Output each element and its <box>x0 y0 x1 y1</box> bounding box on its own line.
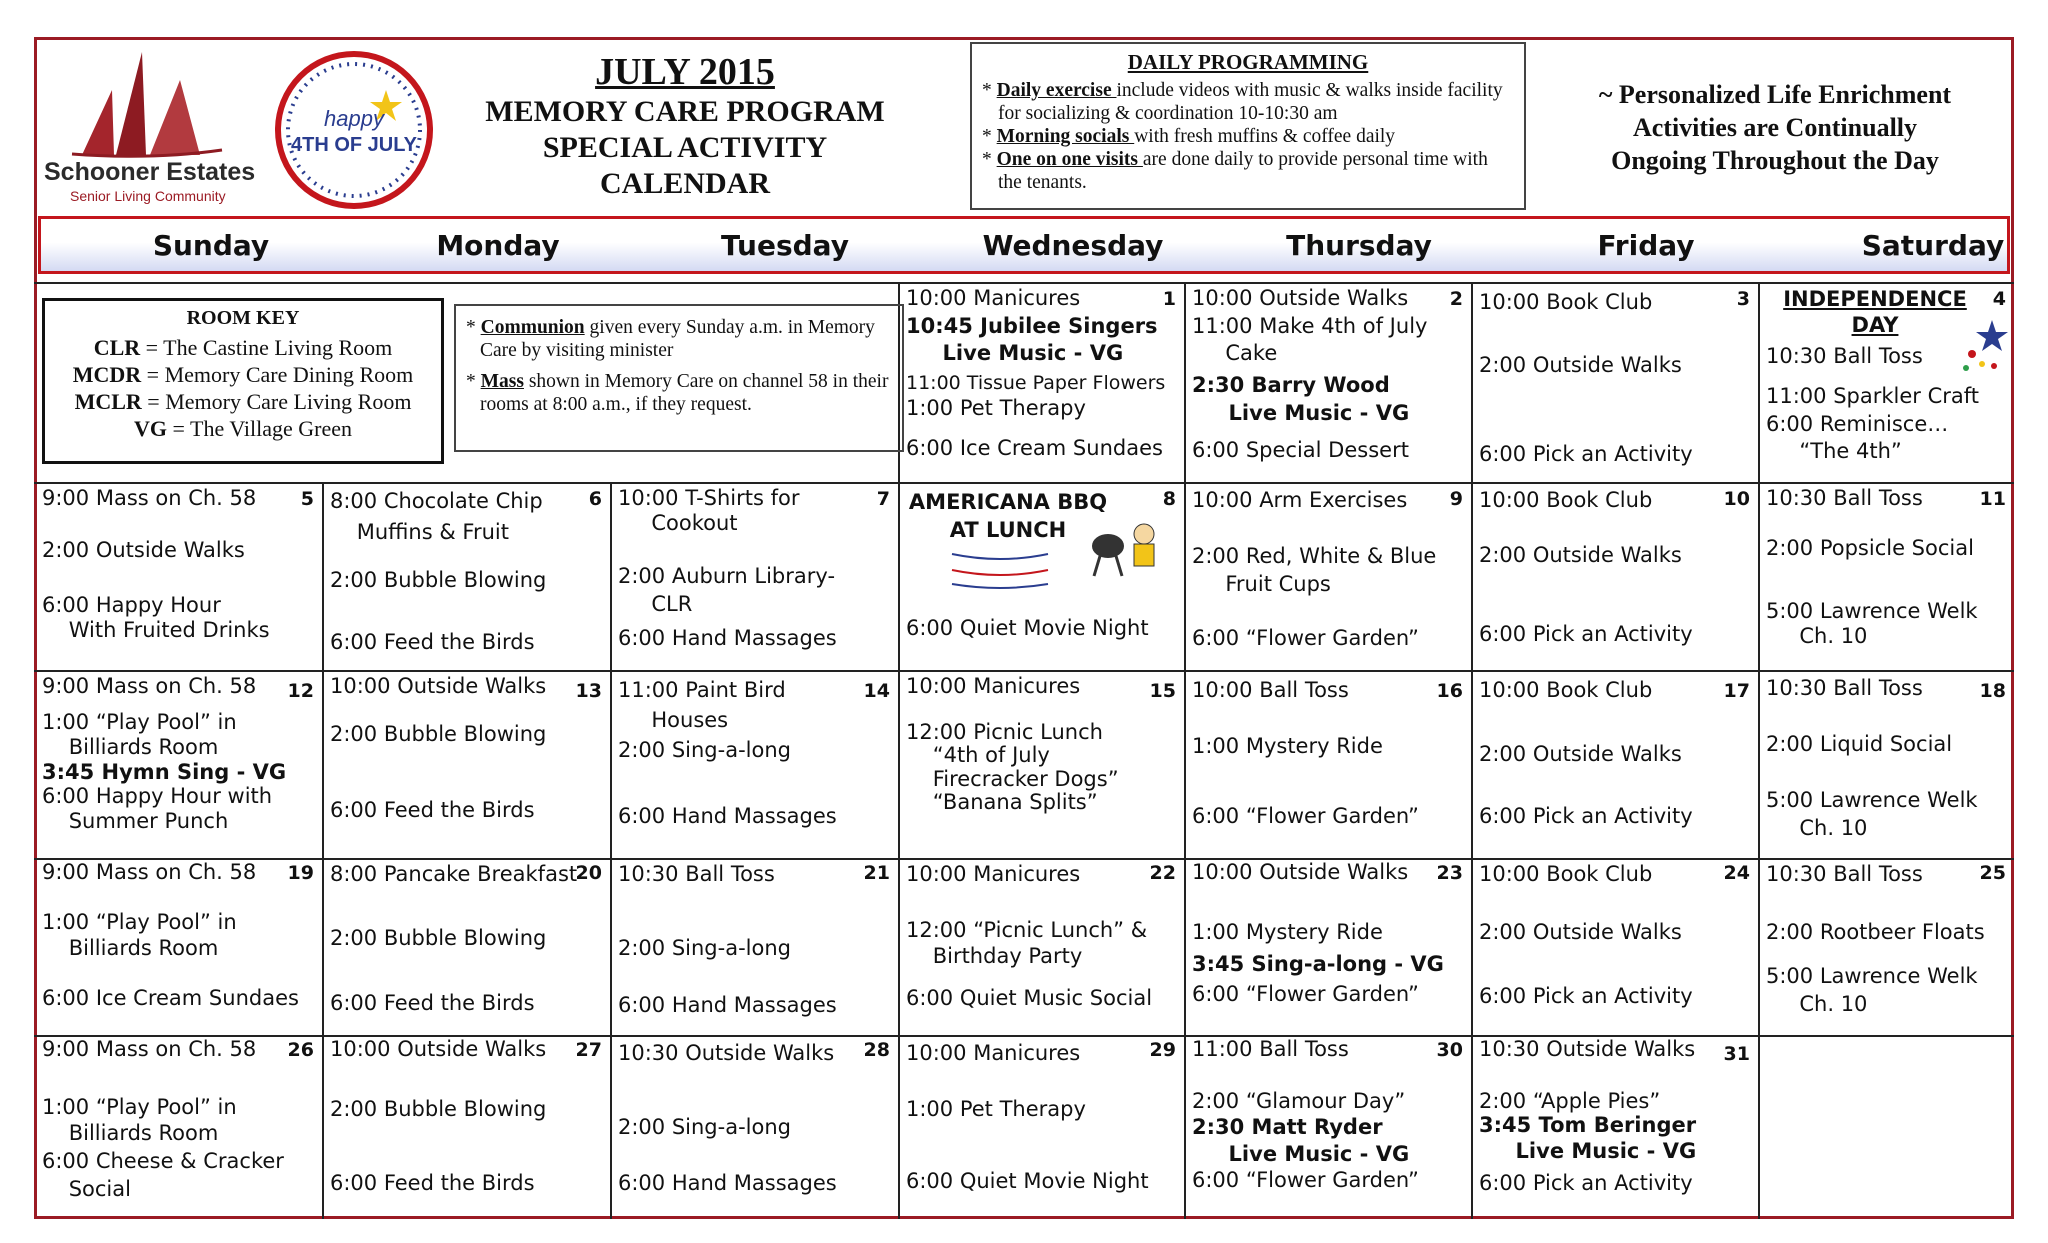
day-number: 15 <box>1149 680 1176 702</box>
event: Houses <box>618 708 729 732</box>
day-cell <box>610 482 898 670</box>
event: Fruit Cups <box>1192 572 1331 596</box>
event: 10:00 Book Club <box>1479 678 1653 702</box>
event: 6:00 Special Dessert <box>1192 438 1409 462</box>
calendar-grid <box>34 282 2014 1219</box>
event: 6:00 Feed the Birds <box>330 991 535 1015</box>
event: 10:00 Book Club <box>1479 862 1653 886</box>
event: Social <box>42 1177 131 1201</box>
event: 9:00 Mass on Ch. 58 <box>42 860 257 884</box>
event: Firecracker Dogs” <box>906 767 1119 791</box>
event: 6:00 Happy Hour <box>42 593 221 617</box>
empty-day-cell <box>1758 1035 2014 1219</box>
event: 6:00 Feed the Birds <box>330 798 535 822</box>
event: Ch. 10 <box>1766 624 1868 648</box>
event: Ch. 10 <box>1766 992 1868 1016</box>
logo-subtitle: Senior Living Community <box>70 188 226 204</box>
event: Live Music - VG <box>1192 401 1410 425</box>
event: 2:00 “Apple Pies” <box>1479 1089 1661 1113</box>
day-wednesday: Wednesday <box>982 229 1164 262</box>
day-cell <box>1758 858 2014 1035</box>
daily-programming-box <box>970 42 1526 210</box>
day-monday: Monday <box>436 229 560 262</box>
day-number: 18 <box>1979 680 2006 702</box>
event: 1:00 Mystery Ride <box>1192 734 1383 758</box>
bunting-icon <box>950 546 1050 590</box>
day-number: 9 <box>1449 488 1463 510</box>
day-number: 13 <box>575 680 602 702</box>
room-key-box <box>42 298 444 464</box>
event: 3:45 Tom Beringer <box>1479 1113 1697 1137</box>
day-cell <box>610 670 898 858</box>
notes-box <box>454 304 904 452</box>
day-number: 26 <box>287 1039 314 1061</box>
day-number: 11 <box>1979 488 2006 510</box>
day-number: 31 <box>1723 1043 1750 1065</box>
event: 6:00 “Flower Garden” <box>1192 804 1419 828</box>
event: 12:00 “Picnic Lunch” & <box>906 918 1148 942</box>
event: 2:00 Outside Walks <box>1479 742 1682 766</box>
day-cell <box>1184 858 1471 1035</box>
day-number: 8 <box>1162 488 1176 510</box>
day-number: 1 <box>1162 288 1176 310</box>
day-number: 19 <box>287 862 314 884</box>
note-communion: * Communion given every Sunday a.m. in Memory Care by visiting minister <box>466 317 875 361</box>
event: 11:00 Paint Bird <box>618 678 786 702</box>
day-cell <box>610 858 898 1035</box>
event: 2:00 Popsicle Social <box>1766 536 1974 560</box>
event: “4th of July <box>906 743 1050 767</box>
day-number: 21 <box>863 862 890 884</box>
event: 5:00 Lawrence Welk <box>1766 964 1978 988</box>
day-number: 29 <box>1149 1039 1176 1061</box>
day-cell <box>898 858 1184 1035</box>
event: 10:00 Book Club <box>1479 488 1653 512</box>
event: 6:00 Pick an Activity <box>1479 622 1693 646</box>
day-friday: Friday <box>1597 229 1695 262</box>
event: 10:00 Ball Toss <box>1192 678 1349 702</box>
day-cell <box>898 482 1184 670</box>
day-cell <box>1758 670 2014 858</box>
event: 2:00 Outside Walks <box>42 538 245 562</box>
badge-4th: 4TH OF JULY <box>291 134 417 156</box>
event: Billiards Room <box>42 1121 219 1145</box>
day-number: 16 <box>1436 680 1463 702</box>
event: 12:00 Picnic Lunch <box>906 720 1103 744</box>
day-cell <box>1758 282 2014 482</box>
event: 6:00 Ice Cream Sundaes <box>42 986 299 1010</box>
room-key-entry: MCLR = Memory Care Living Room <box>74 389 412 414</box>
event: 11:00 Ball Toss <box>1192 1037 1349 1061</box>
day-saturday: Saturday <box>1861 229 2005 262</box>
event: 2:30 Barry Wood <box>1192 373 1390 397</box>
event: 3:45 Hymn Sing - VG <box>42 760 287 784</box>
badge-happy: happy <box>324 106 384 131</box>
independence-day-title: INDEPENDENCE DAY <box>1783 287 1967 337</box>
bbq-title: AMERICANA BBQ AT LUNCH <box>908 490 1108 542</box>
day-cell <box>322 1035 610 1219</box>
event: 6:00 Pick an Activity <box>1479 984 1693 1008</box>
day-cell <box>34 482 322 670</box>
day-cell <box>1471 282 1758 482</box>
title-line-2: SPECIAL ACTIVITY <box>542 131 828 164</box>
event: 1:00 “Play Pool” in <box>42 910 237 934</box>
event: 10:00 Outside Walks <box>330 1037 547 1061</box>
day-cell <box>898 1035 1184 1219</box>
event: 10:30 Ball Toss <box>1766 344 1923 368</box>
event: 6:00 Pick an Activity <box>1479 1171 1693 1195</box>
event: 6:00 Quiet Movie Night <box>906 616 1149 640</box>
day-cell <box>34 670 322 858</box>
grill-chef-icon <box>1086 516 1166 578</box>
event: 6:00 “Flower Garden” <box>1192 982 1419 1006</box>
event: Cake <box>1192 341 1278 365</box>
room-key-entry: MCDR = Memory Care Dining Room <box>72 362 414 387</box>
event: Live Music - VG <box>906 341 1124 365</box>
day-tuesday: Tuesday <box>721 229 849 262</box>
event: 10:30 Ball Toss <box>618 862 775 886</box>
event: 10:00 Manicures <box>906 286 1081 310</box>
event: 10:00 Outside Walks <box>1192 286 1409 310</box>
room-key-entry: VG = The Village Green <box>134 416 352 441</box>
event: 2:00 Outside Walks <box>1479 353 1682 377</box>
title-line-3: CALENDAR <box>599 167 770 200</box>
event: 10:00 Arm Exercises <box>1192 488 1408 512</box>
day-number: 25 <box>1979 862 2006 884</box>
day-number: 28 <box>863 1039 890 1061</box>
day-number: 3 <box>1736 288 1750 310</box>
event: 10:30 Ball Toss <box>1766 862 1923 886</box>
day-cell <box>1471 482 1758 670</box>
event: Billiards Room <box>42 936 219 960</box>
event: 2:00 Liquid Social <box>1766 732 1953 756</box>
day-cell <box>1184 1035 1471 1219</box>
event: 6:00 Ice Cream Sundaes <box>906 436 1163 460</box>
event: 8:00 Pancake Breakfast <box>330 862 578 886</box>
daily-item: * Daily exercise include videos with music & walks inside facility for socializing & coordination 10-10:30 am <box>982 80 1503 124</box>
logo-name: Schooner Estates <box>44 158 256 186</box>
event: 1:00 Pet Therapy <box>906 396 1086 420</box>
event: 6:00 Feed the Birds <box>330 1171 535 1195</box>
event: 10:00 Outside Walks <box>1192 860 1409 884</box>
event: 10:45 Jubilee Singers <box>906 314 1158 338</box>
day-cell <box>322 482 610 670</box>
event: 2:00 Bubble Blowing <box>330 926 547 950</box>
event: 11:00 Make 4th of July <box>1192 314 1428 338</box>
event: 11:00 Sparkler Craft <box>1766 384 1980 408</box>
day-thursday: Thursday <box>1286 229 1432 262</box>
event: Ch. 10 <box>1766 816 1868 840</box>
event: 6:00 Quiet Music Social <box>906 986 1153 1010</box>
day-cell <box>1471 670 1758 858</box>
event: 10:30 Ball Toss <box>1766 486 1923 510</box>
day-sunday: Sunday <box>152 229 270 262</box>
daily-item: * One on one visits are done daily to provide personal time with the tenants. <box>982 149 1488 193</box>
day-number: 22 <box>1149 862 1176 884</box>
event: Billiards Room <box>42 735 219 759</box>
event: “Banana Splits” <box>906 790 1098 814</box>
fourth-of-july-badge <box>274 50 434 210</box>
event: 1:00 “Play Pool” in <box>42 1095 237 1119</box>
daily-item: * Morning socials with fresh muffins & coffee daily <box>982 126 1396 147</box>
day-number: 20 <box>575 862 602 884</box>
event: 9:00 Mass on Ch. 58 <box>42 1037 257 1061</box>
event: 6:00 Hand Massages <box>618 1171 837 1195</box>
event: 9:00 Mass on Ch. 58 <box>42 486 257 510</box>
day-number: 24 <box>1723 862 1750 884</box>
room-key-entry: CLR = The Castine Living Room <box>93 335 393 360</box>
event: 8:00 Chocolate Chip <box>330 489 543 513</box>
day-number: 14 <box>863 680 890 702</box>
event: 10:30 Outside Walks <box>618 1041 835 1065</box>
day-cell <box>322 858 610 1035</box>
event: CLR <box>618 592 693 616</box>
event: 2:00 Sing-a-long <box>618 1115 791 1139</box>
event: 2:00 Sing-a-long <box>618 738 791 762</box>
event: Live Music - VG <box>1192 1142 1410 1166</box>
enrichment-note: ~ Personalized Life Enrichment Activities are Continually Ongoing Throughout the Day <box>1598 80 1952 175</box>
day-number: 6 <box>588 488 602 510</box>
event: 1:00 Pet Therapy <box>906 1097 1086 1121</box>
event: 2:00 Bubble Blowing <box>330 722 547 746</box>
event: “The 4th” <box>1766 439 1902 463</box>
event: 10:00 Manicures <box>906 862 1081 886</box>
note-mass: * Mass shown in Memory Care on channel 58 in their rooms at 8:00 a.m., if they request. <box>466 371 889 415</box>
day-number: 27 <box>575 1039 602 1061</box>
event: 11:00 Tissue Paper Flowers <box>906 372 1166 394</box>
day-number: 2 <box>1449 288 1463 310</box>
event: 2:00 Red, White & Blue <box>1192 544 1437 568</box>
event: 10:30 Ball Toss <box>1766 676 1923 700</box>
event: Cookout <box>618 511 738 535</box>
event: Summer Punch <box>42 809 229 833</box>
daily-title: DAILY PROGRAMMING <box>1127 50 1369 74</box>
day-number: 4 <box>1992 288 2006 310</box>
day-number: 7 <box>876 488 890 510</box>
event: 10:00 Book Club <box>1479 290 1653 314</box>
day-number: 5 <box>300 488 314 510</box>
event: 1:00 Mystery Ride <box>1192 920 1383 944</box>
event: Muffins & Fruit <box>330 520 509 544</box>
event: 6:00 Hand Massages <box>618 804 837 828</box>
event: 6:00 “Flower Garden” <box>1192 1168 1419 1192</box>
event: 2:00 Outside Walks <box>1479 920 1682 944</box>
day-cell <box>34 858 322 1035</box>
day-cell <box>1184 282 1471 482</box>
event: 10:00 T-Shirts for <box>618 486 800 510</box>
event: 6:00 Hand Massages <box>618 626 837 650</box>
event: 6:00 Pick an Activity <box>1479 442 1693 466</box>
event: 2:00 Rootbeer Floats <box>1766 920 1985 944</box>
day-cell <box>34 1035 322 1219</box>
title-month: JULY 2015 <box>595 51 775 93</box>
event: 1:00 “Play Pool” in <box>42 710 237 734</box>
day-cell <box>1184 482 1471 670</box>
day-cell <box>1471 1035 1758 1219</box>
day-number: 30 <box>1436 1039 1463 1061</box>
event: 2:00 Auburn Library- <box>618 564 836 588</box>
event: 6:00 Pick an Activity <box>1479 804 1693 828</box>
day-cell <box>1471 858 1758 1035</box>
event: 2:30 Matt Ryder <box>1192 1115 1383 1139</box>
day-cell <box>898 670 1184 858</box>
event: 3:45 Sing-a-long - VG <box>1192 952 1444 976</box>
event: Birthday Party <box>906 944 1083 968</box>
day-cell <box>610 1035 898 1219</box>
weekday-header <box>38 216 2010 274</box>
event: 9:00 Mass on Ch. 58 <box>42 674 257 698</box>
event: Live Music - VG <box>1479 1139 1697 1163</box>
sailboat-icon <box>42 50 262 160</box>
event: With Fruited Drinks <box>42 618 270 642</box>
event: 6:00 Feed the Birds <box>330 630 535 654</box>
day-number: 23 <box>1436 862 1463 884</box>
room-key-title: ROOM KEY <box>186 307 300 329</box>
event: 6:00 Quiet Movie Night <box>906 1169 1149 1193</box>
event: 5:00 Lawrence Welk <box>1766 599 1978 623</box>
event: 2:00 Bubble Blowing <box>330 1097 547 1121</box>
event: 2:00 Outside Walks <box>1479 543 1682 567</box>
event: 5:00 Lawrence Welk <box>1766 788 1978 812</box>
day-number: 12 <box>287 680 314 702</box>
fireworks-icon <box>1958 316 2010 376</box>
event: 6:00 Cheese & Cracker <box>42 1149 284 1173</box>
event: 10:00 Manicures <box>906 674 1081 698</box>
event: 6:00 “Flower Garden” <box>1192 626 1419 650</box>
event: 6:00 Happy Hour with <box>42 784 273 808</box>
event: 2:00 “Glamour Day” <box>1192 1089 1406 1113</box>
title-line-1: MEMORY CARE PROGRAM <box>485 95 885 128</box>
day-cell <box>322 670 610 858</box>
event: 2:00 Sing-a-long <box>618 936 791 960</box>
event: 6:00 Hand Massages <box>618 993 837 1017</box>
day-cell <box>898 282 1184 482</box>
event: 10:30 Outside Walks <box>1479 1037 1696 1061</box>
schooner-logo <box>42 50 262 210</box>
event: 10:00 Outside Walks <box>330 674 547 698</box>
day-number: 17 <box>1723 680 1750 702</box>
calendar-title <box>470 50 900 202</box>
event: 6:00 Reminisce… <box>1766 412 1949 436</box>
day-cell <box>1758 482 2014 670</box>
event: 10:00 Manicures <box>906 1041 1081 1065</box>
day-number: 10 <box>1723 488 1750 510</box>
day-cell <box>1184 670 1471 858</box>
event: 2:00 Bubble Blowing <box>330 568 547 592</box>
